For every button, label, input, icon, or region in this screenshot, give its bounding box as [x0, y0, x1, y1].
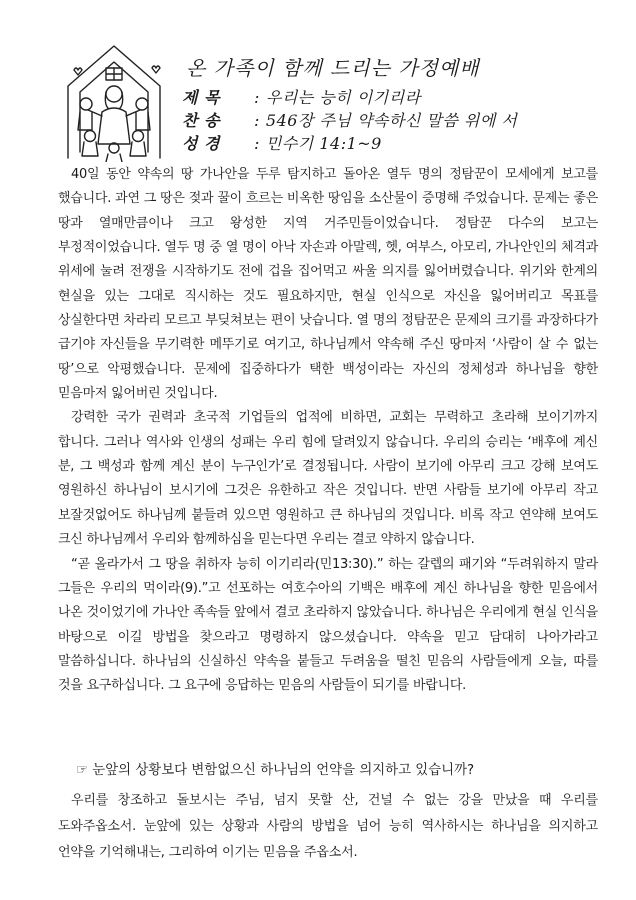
meta-value: 546장 주님 약속하신 말씀 위에 서: [265, 111, 518, 130]
closing-prayer: [58, 788, 598, 866]
meta-label: 성 경: [182, 134, 220, 153]
family-worship-illustration: [58, 40, 170, 162]
meta-row-scripture: 성 경 : 민수기 14:1~9: [182, 134, 382, 153]
meta-row-hymn: 찬 송 : 546장 주님 약속하신 말씀 위에 서: [182, 111, 518, 130]
meta-label: 찬 송: [182, 111, 220, 130]
meta-row-subject: 제 목 : 우리는 능히 이기리라: [182, 88, 421, 107]
body-paragraph: 강력한 국가 권력과 초국적 기업들의 업적에 비하면, 교회는 무력하고 초라해 보이기까지 합니다. 그러나 역사와 인생의 성패는 우리 힘에 달려있지 않습니다. 우리의 승리는 ‘배후에 계신 분, 그 백성과 함께 계신 분이 누구인가’로 결정됩니다. 사람이 보기에 아무리 크고 강해 보여도 영원하신 하나님이 보시기에 그것은 유한하고 작은 것입니다. 반면 사람들 보기에 아무리 작고 보잘것없어도 하나님께 붙들려 있으면 영원하고 큰 하나님의 것입니다. 비록 작고 연약해 보여도 크신 하나님께서 우리와 함께하심을 믿는다면 우리는 결코 약하지 않습니다.: [58, 410, 598, 548]
prayer-text: 우리를 창조하고 돌보시는 주님, 넘지 못할 산, 건널 수 없는 강을 만났을 때 우리를 도와주옵소서. 눈앞에 있는 상황과 사람의 방법을 넘어 능히 역사하시는 하나님을 의지하고 언약을 기억해내는, 그리하여 이기는 믿음을 주옵소서.: [58, 793, 598, 860]
body-paragraph: 40일 동안 약속의 땅 가나안을 두루 탐지하고 돌아온 열두 명의 정탐꾼이 모세에게 보고를 했습니다. 과연 그 땅은 젖과 꿀이 흐르는 비옥한 땅임을 소산물이 증명해 주었습니다. 문제는 좋은 땅과 열매만큼이나 크고 왕성한 지역 거주민들이었습니다. 정탐꾼 다수의 보고는 부정적이었습니다. 열두 명 중 열 명이 아낙 자손과 아말렉, 헷, 여부스, 아모리, 가나안인의 체격과 위세에 눌려 전쟁을 시작하기도 전에 겁을 집어먹고 싸울 의지를 잃어버렸습니다. 위기와 한계의 현실을 있는 그대로 직시하는 것도 필요하지만, 현실 인식으로 자신을 잃어버리고 목표를 상실한다면 차라리 모르고 부딪쳐보는 편이 낫습니다. 열 명의 정탐꾼은 문제의 크기를 과장하다가 급기야 자신들을 무기력한 메뚜기로 여기고, 하나님께서 약속해 주신 땅마저 ‘사람이 살 수 없는 땅’으로 악평했습니다. 문제에 집중하다가 택한 백성이라는 자신의 정체성과 하나님을 향한 믿음마저 잃어버린 것입니다.: [58, 167, 598, 402]
page-title: 온 가족이 함께 드리는 가정예배: [186, 56, 480, 80]
body-paragraph: “곧 올라가서 그 땅을 취하자 능히 이기리라(민13:30).” 하는 갈렙의 패기와 “두려워하지 말라 그들은 우리의 먹이라(9).”고 선포하는 여호수아의 기백은 배후에 계신 하나님을 향한 믿음에서 나온 것이었기에 가나안 족속들 앞에서 결코 초라하지 않았습니다. 하나님은 우리에게 현실 인식을 바탕으로 이길 방법을 찾으라고 명령하지 않으셨습니다. 약속을 믿고 담대히 나아가라고 말씀하십니다. 하나님의 신실하신 약속을 붙들고 두려움을 떨친 믿음의 사람들에게 오늘, 따를 것을 요구하십니다. 그 요구에 응답하는 믿음의 사람들이 되기를 바랍니다.: [58, 556, 598, 694]
sermon-body: [58, 163, 598, 699]
house-family-icon: [58, 40, 170, 162]
meta-label: 제 목: [182, 88, 220, 107]
reflection-question: ☞ 눈앞의 상황보다 변함없으신 하나님의 언약을 의지하고 있습니까?: [76, 763, 475, 778]
worship-info: [182, 86, 517, 155]
meta-value: 민수기 14:1~9: [265, 134, 382, 153]
meta-value: 우리는 능히 이기리라: [265, 88, 421, 107]
